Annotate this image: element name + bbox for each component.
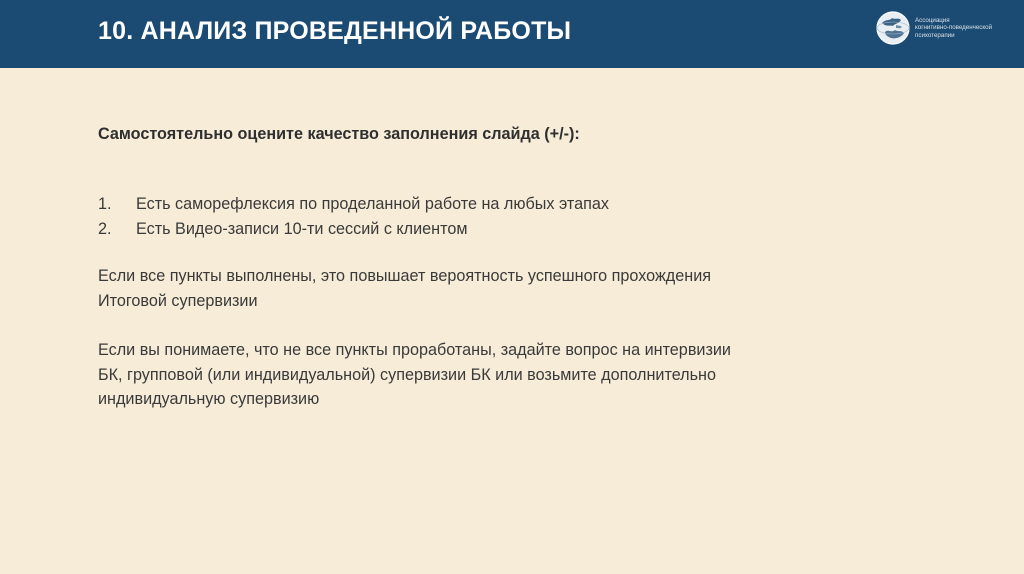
paragraph-line: Итоговой супервизии — [98, 291, 258, 310]
list-item — [98, 192, 609, 217]
advice-paragraph — [98, 338, 838, 412]
list-item-number: 2. — [98, 219, 112, 238]
slide-title: 10. АНАЛИЗ ПРОВЕДЕННОЙ РАБОТЫ — [98, 17, 572, 45]
success-paragraph — [98, 264, 818, 313]
paragraph-line: БК, групповой (или индивидуальной) супервизии БК или возьмите дополнительно — [98, 365, 716, 384]
logo-line: когнитивно-поведенческой — [915, 24, 993, 32]
intro-text: Самостоятельно оцените качество заполнения слайда (+/-): — [98, 125, 580, 143]
header-bar — [0, 0, 1024, 68]
list-item — [98, 217, 609, 242]
logo-line: психотерапии — [915, 31, 955, 39]
paragraph-line: Если вы понимаете, что не все пункты проработаны, задайте вопрос на интервизии — [98, 341, 731, 359]
association-logo — [876, 11, 1024, 45]
checklist — [98, 192, 609, 241]
list-item-text: Есть Видео-записи 10-ти сессий с клиентом — [136, 219, 468, 238]
list-item-text: Есть саморефлексия по проделанной работе на любых этапах — [136, 195, 610, 213]
logo-text — [915, 17, 1024, 39]
paragraph-line: индивидуальную супервизию — [98, 390, 320, 408]
globe-emblem-icon — [876, 11, 910, 45]
paragraph-line: Если все пункты выполнены, это повышает вероятность успешного прохождения — [98, 267, 712, 285]
list-item-number: 1. — [98, 195, 112, 213]
logo-line: Ассоциация — [915, 16, 950, 24]
